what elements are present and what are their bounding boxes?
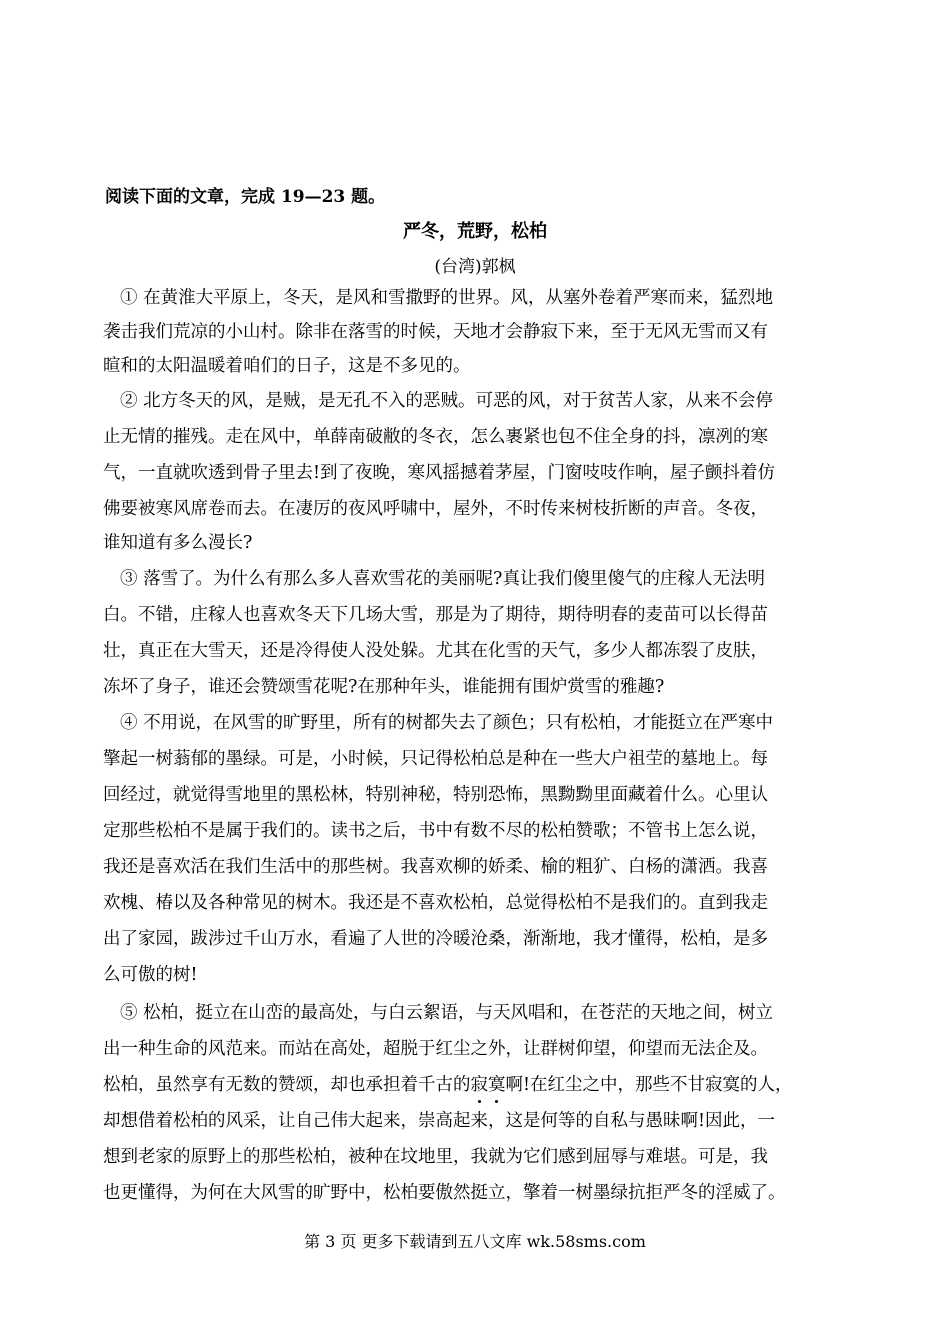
paragraph-3-line: 冻坏了身子，谁还会赞颂雪花呢?在那种年头，谁能拥有围炉赏雪的雅趣? xyxy=(103,677,665,697)
paragraph-3-line: 白。不错，庄稼人也喜欢冬天下几场大雪，那是为了期待，期待明春的麦苗可以长得苗 xyxy=(103,605,768,625)
paragraph-3-line: 壮，真正在大雪天，还是冷得使人没处躲。尤其在化雪的天气，多少人都冻裂了皮肤， xyxy=(103,641,768,661)
paragraph-4-line: 定那些松柏不是属于我们的。读书之后，书中有数不尽的松柏赞歌；不管书上怎么说， xyxy=(103,821,768,841)
paragraph-4-line: 欢槐、椿以及各种常见的树木。我还是不喜欢松柏，总觉得松柏不是我们的。直到我走 xyxy=(103,893,768,913)
article-author: (台湾)郭枫 xyxy=(434,257,516,277)
paragraph-3-line: ③ 落雪了。为什么有那么多人喜欢雪花的美丽呢?真让我们傻里傻气的庄稼人无法明 xyxy=(120,569,765,589)
paragraph-4-line: ④ 不用说，在风雪的旷野里，所有的树都失去了颜色；只有松柏，才能挺立在严寒中 xyxy=(120,713,774,733)
paragraph-4-line: 出了家园，跋涉过千山万水，看遍了人世的冷暖沧桑，渐渐地，我才懂得，松柏，是多 xyxy=(103,929,768,949)
paragraph-5-line: 想到老家的原野上的那些松柏，被种在坟地里，我就为它们感到屈辱与难堪。可是，我 xyxy=(103,1147,768,1167)
paragraph-1-line: ① 在黄淮大平原上，冬天，是风和雪撒野的世界。风，从塞外卷着严寒而来，猛烈地 xyxy=(120,288,774,308)
paragraph-5-line: 却想借着松柏的风采，让自己伟大起来，崇高起来，这是何等的自私与愚昧啊!因此，一 xyxy=(103,1111,776,1131)
paragraph-5-line: 也更懂得，为何在大风雪的旷野中，松柏要傲然挺立，擎着一树墨绿抗拒严冬的淫威了。 xyxy=(103,1183,786,1203)
emphasis-mark: 寞 xyxy=(488,1075,506,1095)
paragraph-5-line: ⑤ 松柏，挺立在山峦的最高处，与白云絮语，与天风唱和，在苍茫的天地之间，树立 xyxy=(120,1003,774,1023)
paragraph-4-line: 我还是喜欢活在我们生活中的那些树。我喜欢柳的娇柔、榆的粗犷、白杨的潇洒。我喜 xyxy=(103,857,768,877)
paragraph-4-line: 回经过，就觉得雪地里的黑松林，特别神秘，特别恐怖，黑黝黝里面藏着什么。心里认 xyxy=(103,785,768,805)
paragraph-2-line: 气，一直就吹透到骨子里去!到了夜晚，寒风摇撼着茅屋，门窗吱吱作响，屋子颤抖着仿 xyxy=(103,463,776,483)
paragraph-5-line: 出一种生命的风范来。而站在高处，超脱于红尘之外，让群树仰望，仰望而无法企及。 xyxy=(103,1039,768,1059)
page-footer: 第 3 页 更多下载请到五八文库 wk.58sms.com xyxy=(304,1232,646,1251)
reading-instruction: 阅读下面的文章，完成 19—23 题。 xyxy=(105,187,386,207)
paragraph-5-line xyxy=(103,1073,793,1097)
paragraph-2-line: 谁知道有多么漫长? xyxy=(103,533,253,553)
paragraph-2-line: 佛要被寒风席卷而去。在凄厉的夜风呼啸中，屋外，不时传来树枝折断的声音。冬夜， xyxy=(103,499,768,519)
line-text: 啊!在红尘之中，那些不甘寂寞的人， xyxy=(505,1075,793,1095)
paragraph-2-line: 止无情的摧残。走在风中，单薛南破敝的冬衣，怎么裹紧也包不住全身的抖，凛冽的寒 xyxy=(103,427,768,447)
emphasis-mark: 寂 xyxy=(470,1075,488,1095)
article-title: 严冬，荒野，松柏 xyxy=(403,221,547,242)
paragraph-4-line: 么可傲的树! xyxy=(103,965,198,985)
paragraph-4-line: 擎起一树蓊郁的墨绿。可是，小时候，只记得松柏总是种在一些大户祖茔的墓地上。每 xyxy=(103,749,768,769)
paragraph-1-line: 暄和的太阳温暖着咱们的日子，这是不多见的。 xyxy=(103,356,471,376)
line-text: 松柏，虽然享有无数的赞颂，却也承担着千古的 xyxy=(103,1075,471,1095)
paragraph-1-line: 袭击我们荒凉的小山村。除非在落雪的时候，天地才会静寂下来，至于无风无雪而又有 xyxy=(103,322,768,342)
paragraph-2-line: ② 北方冬天的风，是贼，是无孔不入的恶贼。可恶的风，对于贫苦人家，从来不会停 xyxy=(120,391,774,411)
